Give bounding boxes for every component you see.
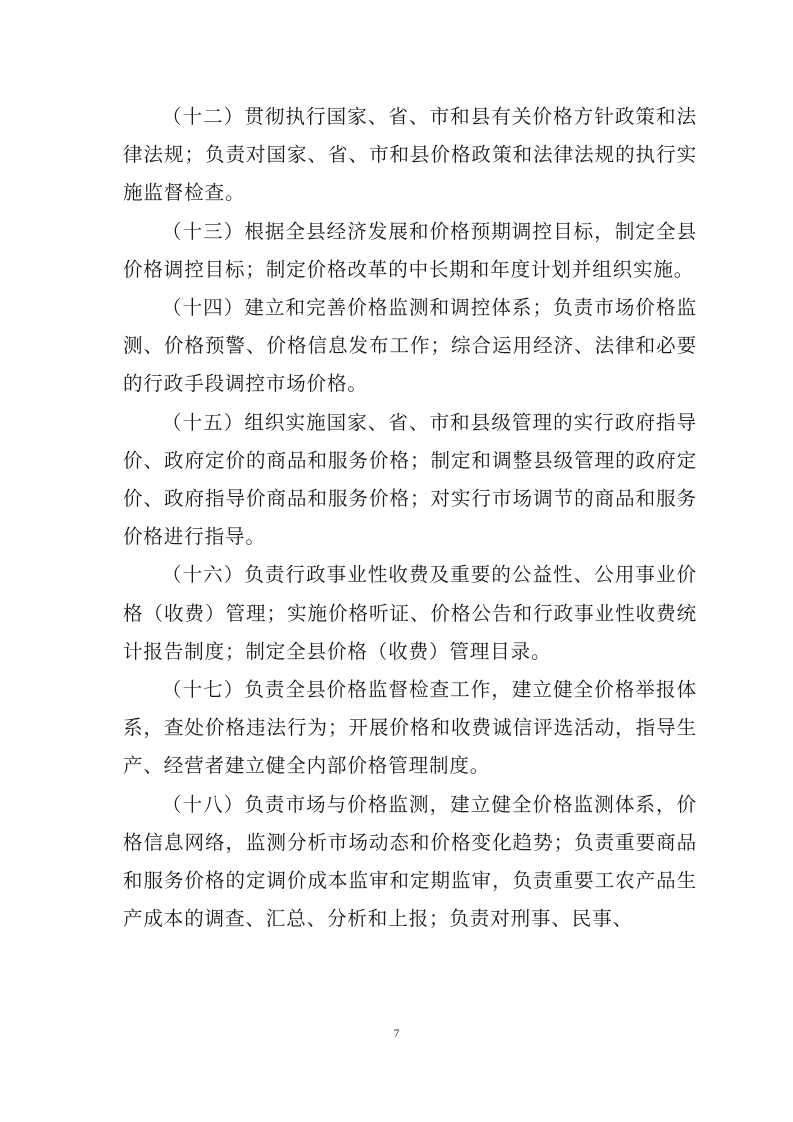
paragraph-15: （十五）组织实施国家、省、市和县级管理的实行政府指导价、政府定价的商品和服务价格；制定和调整县级管理的政府定价、政府指导价商品和服务价格；对实行市场调节的商品和服务价格进行指导。 bbox=[123, 410, 697, 549]
paragraph-13: （十三）根据全县经济发展和价格预期调控目标，制定全县价格调控目标；制定价格改革的中长期和年度计划并组织实施。 bbox=[123, 219, 697, 281]
paragraph-17: （十七）负责全县价格监督检查工作，建立健全价格举报体系，查处价格违法行为；开展价格和收费诚信评选活动，指导生产、经营者建立健全内部价格管理制度。 bbox=[123, 678, 697, 778]
paragraph-16: （十六）负责行政事业性收费及重要的公益性、公用事业价格（收费）管理；实施价格听证、价格公告和行政事业性收费统计报告制度；制定全县价格（收费）管理目录。 bbox=[123, 563, 697, 663]
paragraph-18: （十八）负责市场与价格监测，建立健全价格监测体系，价格信息网络，监测分析市场动态和价格变化趋势；负责重要商品和服务价格的定调价成本监审和定期监审，负责重要工农产品生产成本的调查、汇总、分析和上报；负责对刑事、民事、 bbox=[123, 792, 697, 931]
paragraph-14: （十四）建立和完善价格监测和调控体系；负责市场价格监测、价格预警、价格信息发布工作；综合运用经济、法律和必要的行政手段调控市场价格。 bbox=[123, 296, 697, 396]
body-text bbox=[123, 98, 697, 938]
paragraph-12: （十二）贯彻执行国家、省、市和县有关价格方针政策和法律法规；负责对国家、省、市和县价格政策和法律法规的执行实施监督检查。 bbox=[123, 105, 697, 205]
page-number: 7 bbox=[393, 1026, 400, 1040]
